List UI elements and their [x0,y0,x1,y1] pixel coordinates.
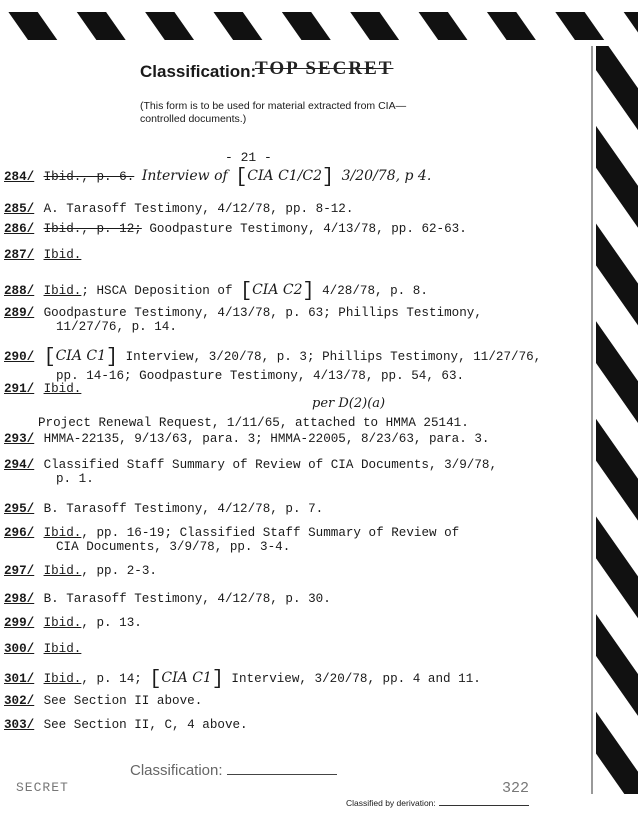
footnote-289: 289/ Goodpasture Testimony, 4/13/78, p. 63; Phillips Testimony, 11/27/76, p. 14. [4,306,482,334]
footer-page-code: 322 [502,780,530,797]
footnote-297: 297/ Ibid., pp. 2-3. [4,564,157,578]
footnote-302: 302/ See Section II above. [4,694,203,708]
footnote-292: Project Renewal Request, 1/11/65, attached to HMMA 25141. [38,416,469,430]
derivation-line [439,805,529,806]
page-number: - 21 - [225,150,272,165]
derivation-field [346,798,529,808]
footer-classification-line [227,774,337,775]
footnote-296: 296/ Ibid., pp. 16-19; Classified Staff Summary of Review of CIA Documents, 3/9/78, pp. 3-4. [4,526,460,554]
footnote-284: 284/ Ibid., p. 6. Interview of [CIA C1/C2] 3/20/78, p 4. [4,166,432,189]
footnote-285: 285/ A. Tarasoff Testimony, 4/12/78, pp. 8-12. [4,202,354,216]
footer-classification [130,762,337,779]
footer-classification-label: Classification: [130,762,223,779]
footnote-288: 288/ Ibid.; HSCA Deposition of [CIA C2] 4/28/78, p. 8. [4,280,428,303]
footnote-299: 299/ Ibid., p. 13. [4,616,142,630]
footnote-286: 286/ Ibid., p. 12; Goodpasture Testimony, 4/13/78, pp. 62-63. [4,222,467,236]
footnote-287: 287/ Ibid. [4,248,82,262]
footnote-290: 290/ [CIA C1] Interview, 3/20/78, p. 3; Phillips Testimony, 11/27/76, pp. 14-16; Goodpasture Testimony, 4/13/78, pp. 54, 63. [4,346,542,383]
classification-marking: TOP SECRET [255,58,394,79]
footer-stamp: SECRET [16,780,69,795]
footnote-301: 301/ Ibid., p. 14; [CIA C1] Interview, 3/20/78, pp. 4 and 11. [4,668,481,691]
footnote-293: 293/ HMMA-22135, 9/13/63, para. 3; HMMA-22005, 8/23/63, para. 3. [4,432,490,446]
footnote-295: 295/ B. Tarasoff Testimony, 4/12/78, p. 7. [4,502,324,516]
footnote-294: 294/ Classified Staff Summary of Review of CIA Documents, 3/9/78, p. 1. [4,458,498,486]
derivation-label: Classified by derivation: [346,798,436,808]
classification-label: Classification: [140,62,257,81]
footnote-300: 300/ Ibid. [4,642,82,656]
form-note: (This form is to be used for material extracted from CIA—controlled documents.) [140,100,407,125]
footnote-298: 298/ B. Tarasoff Testimony, 4/12/78, p. 30. [4,592,331,606]
footnote-291: 291/ Ibid. [4,382,82,396]
footnote-303: 303/ See Section II, C, 4 above. [4,718,248,732]
